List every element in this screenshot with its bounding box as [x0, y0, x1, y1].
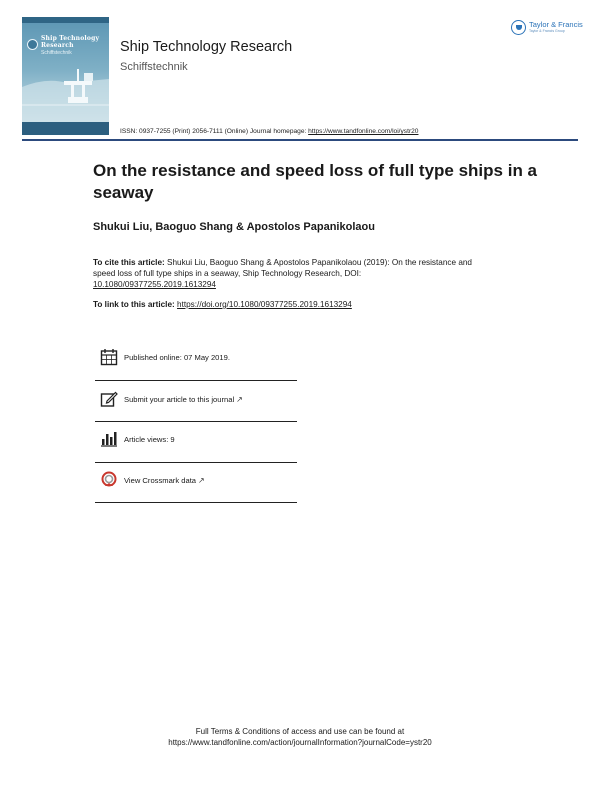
footer-terms-link[interactable]: https://www.tandfonline.com/action/journalInformation?journalCode=ystr20 — [168, 738, 432, 747]
header-divider — [22, 139, 578, 141]
cover-title: Ship Technology Research — [41, 35, 100, 49]
calendar-icon — [99, 348, 118, 367]
article-views-text: Article views: 9 — [124, 434, 175, 444]
external-link-icon: ↗ — [236, 394, 243, 404]
taylor-francis-logo-icon — [511, 20, 526, 35]
external-link-icon: ↗ — [198, 475, 205, 485]
meta-divider — [95, 421, 297, 422]
footer — [0, 726, 600, 748]
journal-title[interactable]: Ship Technology Research — [120, 39, 293, 55]
footer-terms-text: Full Terms & Conditions of access and use can be found at — [195, 727, 405, 736]
article-authors: Shukui Liu, Baoguo Shang & Apostolos Papanikolaou — [93, 221, 375, 233]
journal-subtitle: Schiffstechnik — [120, 61, 188, 73]
submit-article-link[interactable] — [99, 384, 297, 414]
citation-block — [93, 257, 483, 290]
publisher-logo[interactable] — [511, 17, 583, 37]
issn-line — [120, 128, 418, 135]
link-to-article — [93, 300, 352, 309]
link-label: To link to this article: — [93, 300, 178, 309]
crossmark-link[interactable] — [99, 465, 297, 495]
meta-divider — [95, 380, 297, 381]
journal-homepage-link[interactable]: https://www.tandfonline.com/loi/ystr20 — [308, 128, 419, 135]
ship-illustration-icon — [22, 17, 109, 135]
cite-label: To cite this article: — [93, 258, 165, 267]
article-doi-url-link[interactable]: https://doi.org/10.1080/09377255.2019.1613294 — [177, 300, 352, 309]
cite-text: Shukui Liu, Baoguo Shang & Apostolos Papanikolaou (2019): On the resistance and speed loss of full type ships in a seaway, Ship Technology Research, DOI: — [93, 258, 472, 278]
published-row — [99, 342, 297, 372]
crossmark-text: View Crossmark data — [124, 475, 197, 485]
publisher-tagline: Taylor & Francis Group — [529, 28, 565, 33]
submit-article-text: Submit your article to this journal — [124, 394, 235, 404]
journal-cover-image — [22, 17, 109, 135]
cover-bottom-band — [22, 122, 109, 135]
edit-icon — [99, 390, 118, 409]
cover-subtitle: Schiffstechnik — [41, 50, 72, 56]
published-date-text: Published online: 07 May 2019. — [124, 352, 230, 362]
doi-link[interactable]: 10.1080/09377255.2019.1613294 — [93, 280, 216, 289]
meta-divider — [95, 502, 297, 503]
issn-text: ISSN: 0937-7255 (Print) 2056-7111 (Online) Journal homepage: — [120, 128, 309, 135]
bar-chart-icon — [99, 430, 118, 449]
crossmark-icon — [99, 471, 118, 490]
article-views-row — [99, 424, 297, 454]
publisher-name: Taylor & Francis — [529, 19, 583, 29]
meta-divider — [95, 462, 297, 463]
article-title: On the resistance and speed loss of full type ships in a seaway — [93, 161, 538, 202]
